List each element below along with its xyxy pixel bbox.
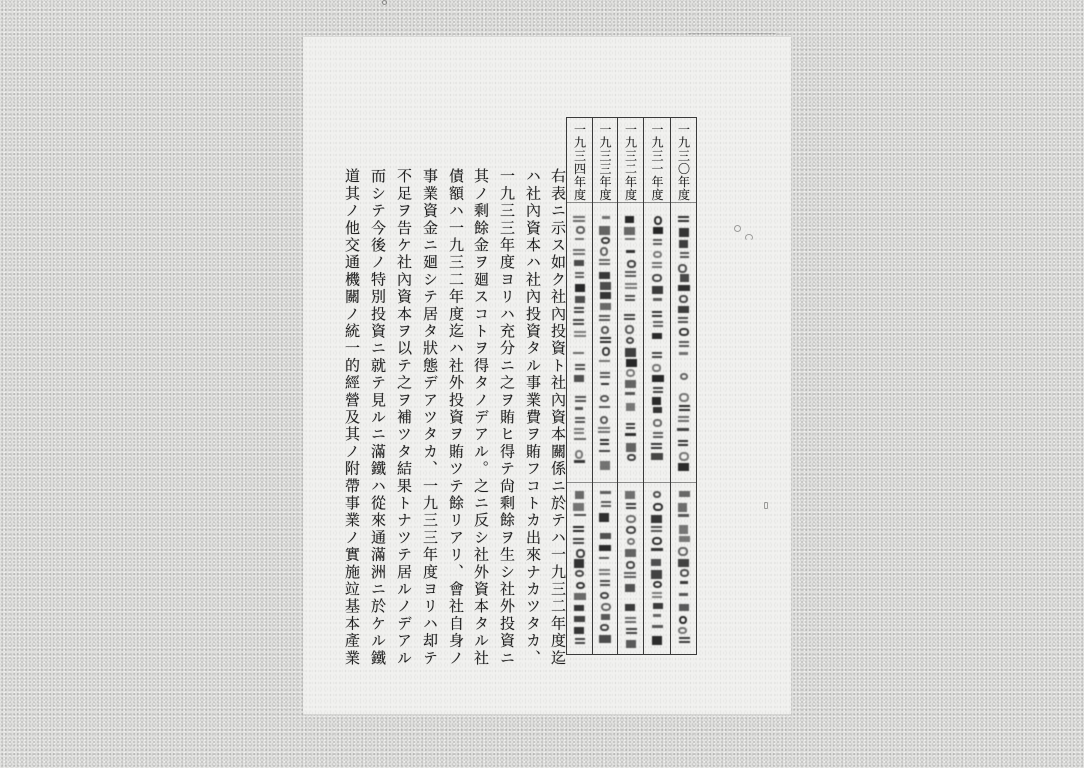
illegible-figure-mark bbox=[600, 337, 611, 343]
illegible-figure-mark bbox=[625, 491, 635, 499]
illegible-figure-mark bbox=[575, 396, 585, 402]
illegible-figure-mark bbox=[601, 501, 612, 507]
illegible-figure-mark bbox=[625, 433, 636, 436]
illegible-figure-mark bbox=[626, 515, 636, 522]
illegible-figure-mark bbox=[678, 306, 689, 312]
table-year-label: 一九三四年度 bbox=[572, 123, 587, 202]
illegible-figure-mark bbox=[651, 515, 662, 522]
illegible-figure-mark bbox=[678, 285, 689, 291]
table-rule bbox=[567, 202, 696, 203]
illegible-figures bbox=[618, 204, 643, 654]
illegible-figure-mark bbox=[627, 260, 636, 267]
illegible-figure-mark bbox=[601, 614, 611, 620]
illegible-figure-mark bbox=[678, 627, 687, 634]
illegible-figure-mark bbox=[625, 216, 635, 223]
illegible-figure-mark bbox=[600, 491, 611, 494]
illegible-figure-mark bbox=[625, 392, 635, 395]
illegible-figure-mark bbox=[678, 317, 688, 323]
illegible-figure-mark bbox=[653, 432, 664, 438]
illegible-figure-mark bbox=[626, 503, 636, 509]
illegible-figure-mark bbox=[680, 252, 690, 258]
illegible-figure-mark bbox=[626, 250, 635, 253]
illegible-figure-mark bbox=[653, 239, 662, 245]
table-column-1934 bbox=[567, 118, 592, 654]
illegible-figure-mark bbox=[626, 403, 635, 411]
illegible-figure-mark bbox=[573, 216, 585, 222]
illegible-figure-mark bbox=[600, 624, 608, 631]
illegible-figure-mark bbox=[601, 383, 609, 386]
illegible-figure-mark bbox=[600, 580, 610, 586]
illegible-figure-mark bbox=[679, 352, 687, 355]
illegible-figure-mark bbox=[602, 216, 610, 219]
illegible-figure-mark bbox=[599, 226, 610, 235]
illegible-figure-mark bbox=[627, 538, 635, 546]
illegible-figure-mark bbox=[599, 569, 610, 575]
illegible-figure-mark bbox=[601, 603, 611, 611]
illegible-figure-mark bbox=[678, 463, 689, 471]
illegible-figure-mark bbox=[651, 453, 663, 460]
illegible-figure-mark bbox=[679, 593, 688, 596]
illegible-figure-mark bbox=[575, 417, 585, 423]
scan-speck bbox=[745, 234, 753, 241]
illegible-figure-mark bbox=[575, 272, 584, 278]
illegible-figure-mark bbox=[653, 298, 663, 301]
illegible-figure-mark bbox=[626, 443, 636, 451]
illegible-figure-mark bbox=[573, 538, 584, 544]
illegible-figure-mark bbox=[575, 364, 586, 370]
illegible-figure-mark bbox=[599, 360, 609, 363]
illegible-figure-mark bbox=[599, 406, 610, 409]
illegible-figure-mark bbox=[652, 274, 662, 282]
illegible-figure-mark bbox=[653, 581, 662, 589]
illegible-figure-mark bbox=[599, 272, 610, 279]
illegible-figure-mark bbox=[680, 373, 688, 380]
illegible-figure-mark bbox=[574, 428, 584, 434]
table-year-label: 一九三三年度 bbox=[598, 123, 612, 202]
illegible-figure-mark bbox=[679, 240, 688, 248]
illegible-figure-mark bbox=[653, 227, 663, 234]
illegible-figure-mark bbox=[574, 260, 584, 267]
illegible-figure-mark bbox=[574, 460, 585, 463]
illegible-figure-mark bbox=[625, 325, 634, 334]
illegible-figure-mark bbox=[573, 249, 584, 255]
illegible-figure-mark bbox=[575, 284, 585, 292]
illegible-figure-mark bbox=[679, 295, 688, 303]
illegible-figure-mark bbox=[652, 636, 661, 644]
illegible-figure-mark bbox=[600, 461, 611, 470]
illegible-figure-mark bbox=[652, 592, 661, 598]
illegible-figure-mark bbox=[625, 238, 635, 241]
illegible-figure-mark bbox=[651, 570, 661, 578]
paper-edge-line bbox=[688, 33, 776, 34]
illegible-figure-mark bbox=[679, 616, 687, 625]
illegible-figure-mark bbox=[679, 393, 689, 402]
illegible-figure-mark bbox=[601, 326, 609, 334]
illegible-figure-mark bbox=[600, 372, 609, 378]
illegible-figure-mark bbox=[574, 616, 585, 622]
illegible-figure-mark bbox=[678, 416, 689, 422]
illegible-figure-mark bbox=[600, 282, 611, 290]
illegible-figure-mark bbox=[624, 572, 636, 578]
illegible-figure-mark bbox=[652, 262, 662, 268]
illegible-figure-mark bbox=[679, 491, 690, 497]
illegible-figure-mark bbox=[575, 407, 583, 410]
illegible-figure-mark bbox=[679, 604, 689, 611]
illegible-figure-mark bbox=[680, 569, 689, 576]
illegible-figure-mark bbox=[627, 454, 635, 462]
illegible-figure-mark bbox=[652, 397, 662, 405]
illegible-figure-mark bbox=[573, 526, 584, 532]
illegible-figure-mark bbox=[679, 452, 689, 461]
illegible-figure-mark bbox=[653, 614, 661, 617]
illegible-figure-mark bbox=[653, 491, 662, 498]
illegible-figure-mark bbox=[574, 605, 584, 611]
illegible-figure-mark bbox=[574, 375, 585, 381]
text-column: 右表ニ示ス如ク社內投資ト社內資本關係ニ於テハ一九三二年度迄 bbox=[549, 168, 567, 667]
illegible-figure-mark bbox=[652, 352, 662, 358]
illegible-figure-mark bbox=[651, 548, 663, 551]
illegible-figures bbox=[644, 204, 670, 654]
illegible-figure-mark bbox=[678, 503, 687, 512]
illegible-figure-mark bbox=[599, 450, 610, 453]
illegible-figure-mark bbox=[600, 395, 609, 402]
illegible-figure-mark bbox=[574, 593, 585, 599]
illegible-figure-mark bbox=[626, 359, 637, 367]
text-column: 其ノ剩餘金ヲ廻スコトヲ得タノデアル。之ニ反シ社外資本タル社 bbox=[472, 168, 490, 667]
illegible-figure-mark bbox=[575, 450, 583, 459]
table-rule bbox=[567, 482, 696, 483]
scan-speck bbox=[764, 502, 768, 509]
illegible-figure-mark bbox=[575, 296, 586, 304]
illegible-figure-mark bbox=[652, 311, 662, 317]
illegible-figure-mark bbox=[624, 314, 635, 320]
text-column: 不足ヲ告ケ社內資本ヲ以テ之ヲ補ツタ結果トナツテ居ルノデアル bbox=[395, 168, 413, 667]
illegible-figure-mark bbox=[574, 514, 586, 517]
illegible-figure-mark bbox=[680, 581, 688, 584]
illegible-figure-mark bbox=[600, 416, 608, 424]
illegible-figure-mark bbox=[599, 315, 609, 321]
text-column: ハ社內資本ハ社內投資タル事業費ヲ賄フコトカ出來ナカツタカ、 bbox=[524, 168, 542, 667]
illegible-figure-mark bbox=[576, 226, 585, 233]
table-column-1932 bbox=[617, 118, 643, 654]
table-column-1930 bbox=[670, 118, 696, 654]
illegible-figures bbox=[567, 204, 592, 654]
illegible-figure-mark bbox=[573, 503, 583, 510]
illegible-figure-mark bbox=[679, 637, 689, 643]
illegible-figure-mark bbox=[678, 514, 689, 517]
illegible-figure-mark bbox=[625, 604, 635, 611]
illegible-figure-mark bbox=[575, 238, 584, 241]
illegible-figure-mark bbox=[652, 537, 662, 545]
illegible-figure-mark bbox=[625, 380, 636, 388]
illegible-figure-mark bbox=[653, 387, 663, 393]
illegible-figure-mark bbox=[652, 286, 663, 294]
illegible-figure-mark bbox=[599, 259, 610, 265]
illegible-figure-mark bbox=[574, 627, 584, 635]
illegible-figure-mark bbox=[600, 247, 608, 256]
illegible-figure-mark bbox=[599, 557, 610, 560]
table-year-label: 一九三一年度 bbox=[650, 123, 664, 202]
illegible-figure-mark bbox=[651, 526, 662, 532]
illegible-figure-mark bbox=[626, 526, 636, 534]
illegible-figure-mark bbox=[625, 271, 637, 277]
illegible-figure-mark bbox=[654, 216, 663, 225]
illegible-figure-mark bbox=[626, 561, 635, 568]
illegible-figure-mark bbox=[625, 617, 637, 623]
illegible-figure-mark bbox=[600, 592, 609, 599]
illegible-figure-mark bbox=[600, 303, 611, 310]
text-column: 債額ハ一九三二年度迄ハ社外投資ヲ賄ツテ餘リアリ、會社自身ノ bbox=[447, 168, 465, 667]
illegible-figure-mark bbox=[573, 352, 584, 355]
illegible-figure-mark bbox=[653, 407, 663, 413]
illegible-figure-mark bbox=[600, 439, 609, 445]
illegible-figure-mark bbox=[653, 503, 662, 511]
illegible-figure-mark bbox=[652, 625, 663, 628]
illegible-figure-mark bbox=[678, 440, 688, 446]
illegible-figure-mark bbox=[626, 337, 635, 344]
illegible-figure-mark bbox=[679, 328, 688, 336]
illegible-figure-mark bbox=[653, 603, 663, 609]
illegible-figure-mark bbox=[651, 559, 661, 566]
scan-speck bbox=[382, 0, 387, 5]
illegible-figure-mark bbox=[598, 427, 610, 433]
illegible-figure-mark bbox=[625, 283, 637, 289]
illegible-figure-mark bbox=[625, 348, 636, 357]
text-column: 事業資金ニ廻シテ居タ狀態デアツタカ、一九三三年度ヨリハ却テ bbox=[421, 168, 439, 667]
illegible-figure-mark bbox=[625, 295, 635, 301]
illegible-figure-mark bbox=[626, 628, 637, 634]
illegible-figure-mark bbox=[678, 216, 688, 222]
table-year-label: 一九三二年度 bbox=[623, 123, 638, 202]
illegible-figure-mark bbox=[678, 264, 687, 273]
illegible-figure-mark bbox=[576, 549, 585, 558]
table-column-1933 bbox=[592, 118, 617, 654]
illegible-figure-mark bbox=[625, 584, 635, 592]
illegible-figure-mark bbox=[575, 491, 584, 499]
illegible-figure-mark bbox=[575, 570, 584, 577]
illegible-figure-mark bbox=[653, 419, 662, 426]
illegible-figure-mark bbox=[626, 369, 636, 377]
illegible-figure-mark bbox=[624, 227, 635, 236]
illegible-figures bbox=[593, 204, 617, 654]
illegible-figure-mark bbox=[680, 274, 689, 281]
illegible-figure-mark bbox=[679, 341, 690, 347]
illegible-figure-mark bbox=[599, 513, 610, 522]
illegible-figure-mark bbox=[576, 582, 585, 590]
illegible-figure-mark bbox=[653, 251, 662, 259]
illegible-figure-mark bbox=[574, 331, 586, 337]
illegible-figure-mark bbox=[679, 228, 689, 237]
text-column: 道其ノ他交通機關ノ統一的經營及其ノ附帶事業ノ實施竝基本產業 bbox=[343, 168, 361, 667]
scan-speck bbox=[734, 225, 741, 232]
illegible-figure-mark bbox=[599, 635, 610, 643]
illegible-figure-mark bbox=[602, 347, 610, 355]
text-column: 一九三三年度ヨリハ充分ニ之ヲ賄ヒ得テ尙剩餘ヲ生シ社外投資ニ bbox=[498, 168, 516, 667]
illegible-figure-mark bbox=[651, 443, 662, 449]
illegible-figure-mark bbox=[626, 640, 636, 648]
table-year-label: 一九三〇年度 bbox=[676, 123, 691, 202]
illegible-figure-mark bbox=[678, 547, 687, 556]
illegible-figure-mark bbox=[653, 321, 663, 327]
illegible-figure-mark bbox=[652, 364, 660, 372]
illegible-figure-mark bbox=[574, 438, 586, 441]
text-column: 而シテ今後ノ特別投資ニ就テ見ルニ滿鐵ハ從來通滿洲ニ於ケル鐵 bbox=[369, 168, 387, 667]
illegible-figure-mark bbox=[600, 292, 611, 299]
illegible-figure-mark bbox=[574, 559, 584, 567]
illegible-figure-mark bbox=[600, 533, 611, 539]
statistics-table bbox=[566, 117, 697, 655]
illegible-figure-mark bbox=[678, 559, 689, 567]
illegible-figure-mark bbox=[679, 525, 688, 534]
illegible-figure-mark bbox=[573, 319, 584, 325]
illegible-figure-mark bbox=[679, 405, 689, 411]
illegible-figure-mark bbox=[652, 375, 664, 382]
illegible-figure-mark bbox=[575, 638, 585, 644]
illegible-figure-mark bbox=[599, 545, 610, 551]
illegible-figure-mark bbox=[679, 536, 690, 542]
illegible-figure-mark bbox=[625, 549, 636, 557]
illegible-figure-mark bbox=[652, 333, 662, 339]
illegible-figure-mark bbox=[626, 423, 636, 429]
illegible-figures bbox=[671, 204, 696, 654]
table-column-1931 bbox=[643, 118, 670, 654]
illegible-figure-mark bbox=[574, 307, 584, 313]
illegible-figure-mark bbox=[677, 428, 689, 431]
illegible-figure-mark bbox=[601, 237, 611, 244]
